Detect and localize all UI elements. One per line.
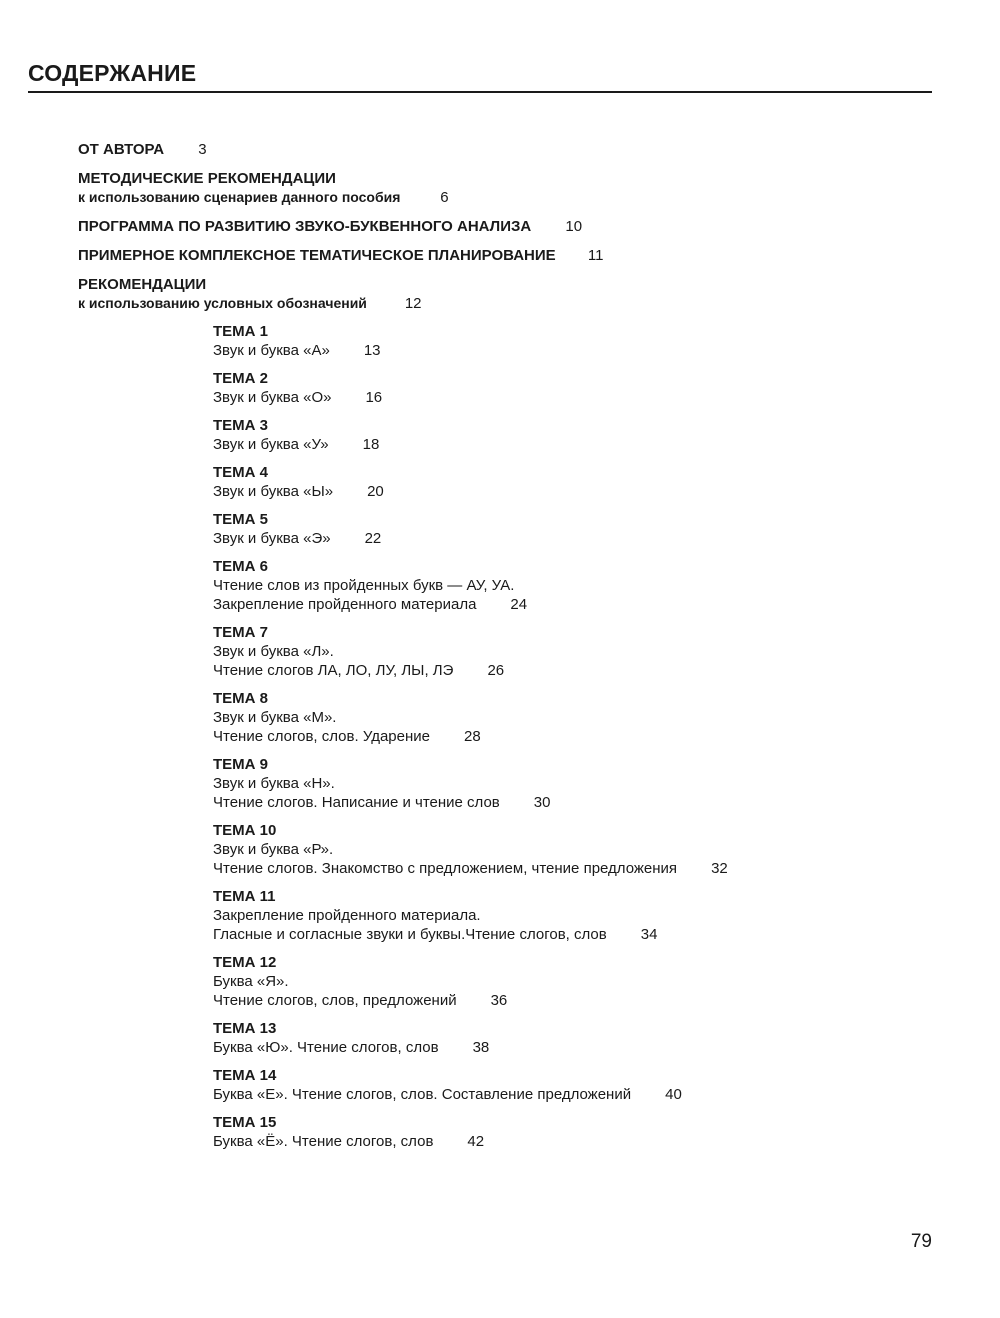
section-page: 10 <box>565 218 583 235</box>
topic-line: Звук и буква «Р». <box>213 841 334 858</box>
toc-section-symbols[interactable] <box>78 275 938 294</box>
topic-line: Закрепление пройденного материала. <box>213 907 481 924</box>
section-page: 11 <box>587 247 604 264</box>
topic-page: 16 <box>365 389 383 406</box>
section-page: 3 <box>198 141 207 158</box>
topic-heading: ТЕМА 7 <box>213 624 269 641</box>
topic-item[interactable] <box>213 416 933 454</box>
topic-line: Чтение слогов. Знакомство с предложением, чтение предложения <box>213 860 678 877</box>
topic-heading: ТЕМА 1 <box>213 323 269 340</box>
topic-page: 13 <box>363 342 381 359</box>
topic-page: 18 <box>362 436 380 453</box>
section-title: ОТ АВТОРА <box>78 141 165 158</box>
topic-line: Буква «Ё». Чтение слогов, слов <box>213 1133 434 1150</box>
topic-heading: ТЕМА 4 <box>213 464 269 481</box>
topic-item[interactable] <box>213 623 933 680</box>
page-number: 79 <box>910 1231 932 1252</box>
topic-item[interactable] <box>213 689 933 746</box>
page-title: СОДЕРЖАНИЕ <box>28 60 197 86</box>
section-subtitle: к использованию сценариев данного пособия <box>78 189 401 205</box>
section-page: 6 <box>440 189 449 206</box>
topic-page: 28 <box>463 728 481 745</box>
topic-line: Звук и буква «М». <box>213 709 337 726</box>
topic-line: Звук и буква «Н». <box>213 775 335 792</box>
topic-heading: ТЕМА 12 <box>213 954 277 971</box>
topic-heading: ТЕМА 2 <box>213 370 269 387</box>
topic-heading: ТЕМА 11 <box>213 888 276 905</box>
topic-line: Чтение слогов, слов. Ударение <box>213 728 430 745</box>
section-title: МЕТОДИЧЕСКИЕ РЕКОМЕНДАЦИИ <box>78 170 336 187</box>
topic-heading: ТЕМА 8 <box>213 690 269 707</box>
toc-section-guidelines-sub[interactable] <box>78 188 938 207</box>
topic-item[interactable] <box>213 322 933 360</box>
topic-heading: ТЕМА 5 <box>213 511 269 528</box>
topic-heading: ТЕМА 3 <box>213 417 269 434</box>
topic-item[interactable] <box>213 1019 933 1057</box>
topic-line: Чтение слогов, слов, предложений <box>213 992 457 1009</box>
topic-heading: ТЕМА 9 <box>213 756 269 773</box>
topic-line: Звук и буква «О» <box>213 389 332 406</box>
topic-item[interactable] <box>213 557 933 614</box>
topic-page: 24 <box>510 596 528 613</box>
toc-section-planning[interactable] <box>78 246 938 265</box>
topic-heading: ТЕМА 10 <box>213 822 277 839</box>
section-page: 12 <box>404 295 422 312</box>
toc-sections <box>78 140 938 313</box>
topic-line: Закрепление пройденного материала <box>213 596 477 613</box>
title-divider <box>28 91 932 93</box>
topic-page: 36 <box>490 992 508 1009</box>
topic-line: Звук и буква «А» <box>213 342 330 359</box>
topic-heading: ТЕМА 13 <box>213 1020 277 1037</box>
topic-line: Гласные и согласные звуки и буквы.Чтение слогов, слов <box>213 926 607 943</box>
topic-line: Звук и буква «Э» <box>213 530 331 547</box>
topic-item[interactable] <box>213 1113 933 1151</box>
toc-section-author[interactable] <box>78 140 938 159</box>
section-title: РЕКОМЕНДАЦИИ <box>78 276 207 293</box>
topic-line: Буква «Е». Чтение слогов, слов. Составление предложений <box>213 1086 632 1103</box>
topic-line: Чтение слогов ЛА, ЛО, ЛУ, ЛЫ, ЛЭ <box>213 662 454 679</box>
topic-page: 30 <box>533 794 551 811</box>
topic-item[interactable] <box>213 887 933 944</box>
topic-line: Чтение слогов. Написание и чтение слов <box>213 794 500 811</box>
topic-page: 32 <box>711 860 728 877</box>
topic-line: Чтение слов из пройденных букв — АУ, УА. <box>213 577 515 594</box>
topic-page: 22 <box>364 530 382 547</box>
topic-item[interactable] <box>213 463 933 501</box>
topic-line: Буква «Ю». Чтение слогов, слов <box>213 1039 439 1056</box>
toc-section-symbols-sub[interactable] <box>78 294 938 313</box>
topic-page: 20 <box>367 483 384 500</box>
topic-heading: ТЕМА 15 <box>213 1114 277 1131</box>
topic-item[interactable] <box>213 510 933 548</box>
topic-item[interactable] <box>213 755 933 812</box>
topic-page: 42 <box>467 1133 485 1150</box>
topic-item[interactable] <box>213 369 933 407</box>
section-title: ПРОГРАММА ПО РАЗВИТИЮ ЗВУКО-БУКВЕННОГО АНАЛИЗА <box>78 218 532 235</box>
topic-page: 40 <box>665 1086 682 1103</box>
topic-heading: ТЕМА 14 <box>213 1067 277 1084</box>
topic-line: Буква «Я». <box>213 973 289 990</box>
topic-item[interactable] <box>213 821 933 878</box>
topic-heading: ТЕМА 6 <box>213 558 269 575</box>
topic-page: 34 <box>640 926 658 943</box>
topic-item[interactable] <box>213 953 933 1010</box>
section-subtitle: к использованию условных обозначений <box>78 295 367 311</box>
topic-item[interactable] <box>213 1066 933 1104</box>
toc-section-guidelines[interactable] <box>78 169 938 188</box>
topic-line: Звук и буква «Л». <box>213 643 334 660</box>
topic-page: 26 <box>487 662 505 679</box>
topic-line: Звук и буква «У» <box>213 436 329 453</box>
topic-page: 38 <box>472 1039 490 1056</box>
topic-line: Звук и буква «Ы» <box>213 483 334 500</box>
section-title: ПРИМЕРНОЕ КОМПЛЕКСНОЕ ТЕМАТИЧЕСКОЕ ПЛАНИРОВАНИЕ <box>78 247 556 264</box>
toc-topics <box>213 322 933 1151</box>
toc-section-program[interactable] <box>78 217 938 236</box>
